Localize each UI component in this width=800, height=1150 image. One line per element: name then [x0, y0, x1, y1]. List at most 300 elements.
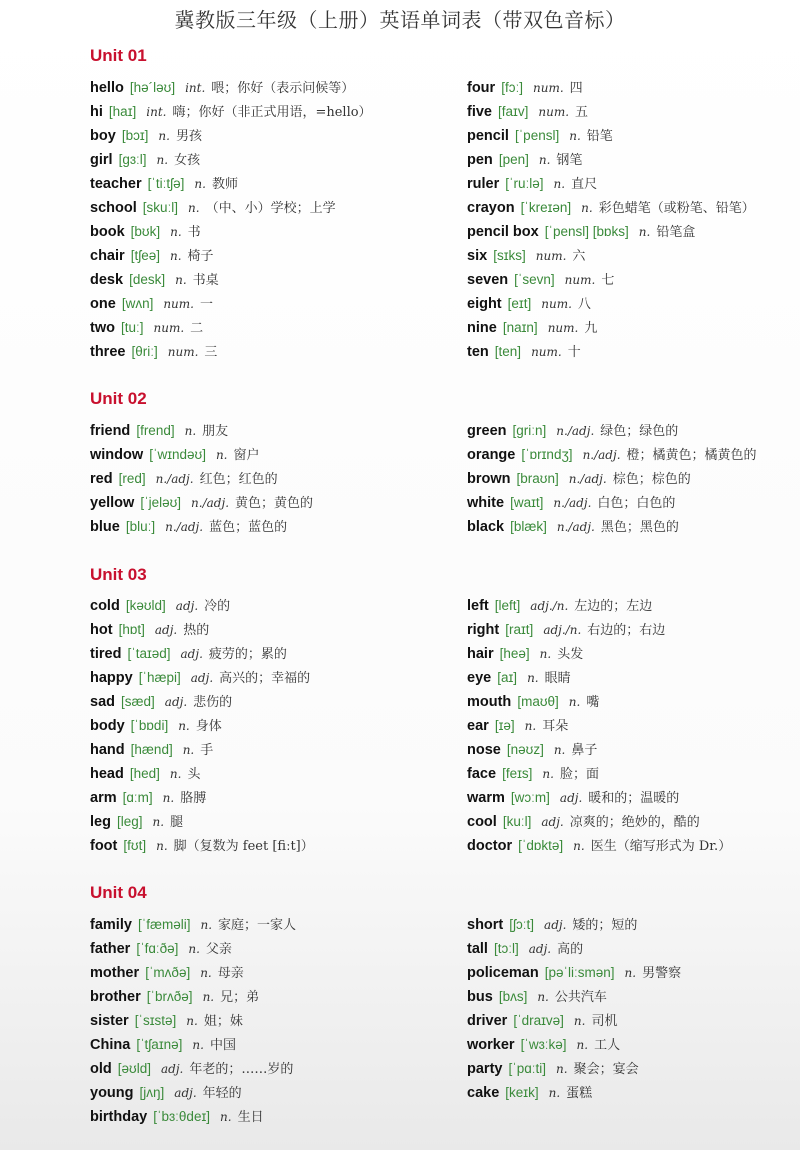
phonetic: [ˈsɪstə]: [134, 1013, 177, 1028]
phonetic: [waɪt]: [510, 495, 544, 510]
part-of-speech: n.: [524, 719, 537, 733]
vocab-word: black: [467, 519, 505, 535]
part-of-speech: n.: [188, 201, 200, 215]
phonetic: [ˈpensl]: [514, 128, 560, 143]
vocab-entry: [467, 618, 731, 642]
phonetic: [ˈwɪndəʊ]: [149, 447, 206, 462]
meaning: 女孩: [174, 153, 201, 168]
vocab-word: seven: [467, 272, 509, 288]
phonetic: [tʃeə]: [130, 248, 160, 263]
meaning: 铅笔: [586, 129, 613, 144]
meaning: 左边的；左边: [574, 599, 653, 614]
part-of-speech: n./adj.: [568, 472, 607, 486]
part-of-speech: int.: [185, 81, 206, 95]
meaning: 家庭；一家人: [218, 918, 297, 933]
meaning: 凉爽的；绝妙的，酷的: [569, 815, 700, 830]
meaning: 钢笔: [556, 153, 583, 168]
meaning: 矮的；短的: [572, 918, 638, 933]
vocab-entry: [467, 666, 731, 690]
meaning: 生日: [237, 1110, 264, 1125]
phonetic: [ˈruːlə]: [505, 176, 544, 191]
unit-heading: Unit 03: [90, 565, 147, 584]
part-of-speech: n.: [556, 1062, 568, 1076]
vocab-word: three: [90, 344, 126, 360]
part-of-speech: n.: [548, 1086, 561, 1100]
part-of-speech: n.: [638, 225, 651, 239]
meaning: 蛋糕: [566, 1086, 593, 1101]
phonetic: [aɪ]: [497, 670, 518, 685]
meaning: 暖和的；温暖的: [588, 791, 680, 806]
word-list-left: [90, 594, 314, 858]
meaning: 头发: [557, 647, 584, 662]
meaning: 四: [569, 81, 583, 96]
vocab-word: ear: [467, 718, 489, 734]
vocab-entry: [467, 1057, 681, 1081]
meaning: 工人: [594, 1038, 621, 1053]
part-of-speech: num.: [547, 321, 579, 335]
phonetic: [ˈtiːtʃə]: [147, 176, 185, 191]
part-of-speech: num.: [163, 297, 194, 311]
vocab-word: ten: [467, 344, 489, 360]
part-of-speech: adj.: [174, 1086, 197, 1100]
vocab-entry: [467, 220, 755, 244]
part-of-speech: n.: [156, 839, 168, 853]
part-of-speech: n.: [215, 448, 228, 462]
meaning: 眼睛: [544, 671, 571, 686]
vocab-entry: [467, 834, 731, 858]
meaning: 嘴: [586, 695, 600, 710]
phonetic: [bluː]: [125, 519, 156, 534]
vocab-entry: [467, 340, 755, 364]
vocab-entry: [90, 1033, 296, 1057]
phonetic: [əʊld]: [117, 1061, 151, 1076]
meaning: 黄色；黄色的: [235, 496, 314, 511]
unit-heading: Unit 02: [90, 389, 147, 408]
vocab-entry: [467, 244, 755, 268]
part-of-speech: n./adj.: [191, 496, 230, 510]
phonetic: [blæk]: [510, 519, 547, 534]
phonetic: [fʊt]: [123, 838, 147, 853]
vocab-entry: [467, 316, 755, 340]
vocab-entry: [90, 491, 313, 515]
phonetic: [ˈwɜːkə]: [520, 1037, 567, 1052]
phonetic: [pəˈliːsmən]: [544, 965, 615, 980]
meaning: 司机: [591, 1014, 618, 1029]
meaning: 男孩: [175, 129, 202, 144]
phonetic: [ɪə]: [494, 718, 515, 733]
vocab-entry: [467, 1009, 681, 1033]
vocab-entry: [467, 268, 755, 292]
vocab-entry: [90, 1105, 296, 1129]
vocab-word: white: [467, 495, 505, 511]
part-of-speech: n.: [152, 815, 165, 829]
vocab-entry: [467, 76, 755, 100]
vocab-word: eight: [467, 296, 502, 312]
vocab-word: cold: [90, 598, 120, 614]
vocab-entry: [90, 642, 314, 666]
vocab-entry: [467, 172, 755, 196]
vocab-word: hot: [90, 622, 113, 638]
vocab-entry: [467, 292, 755, 316]
part-of-speech: n./adj.: [556, 520, 595, 534]
meaning: 高的: [557, 942, 584, 957]
part-of-speech: num.: [535, 249, 567, 263]
phonetic: [ˈtʃaɪnə]: [136, 1037, 183, 1052]
part-of-speech: n.: [542, 767, 554, 781]
phonetic: [left]: [494, 598, 521, 613]
vocab-word: foot: [90, 838, 118, 854]
vocab-entry: [467, 786, 731, 810]
vocab-entry: [90, 76, 372, 100]
phonetic: [ˈsevn]: [514, 272, 555, 287]
part-of-speech: n.: [162, 791, 175, 805]
meaning: 书: [187, 225, 201, 240]
phonetic: [ˈmʌðə]: [145, 965, 191, 980]
phonetic: [raɪt]: [505, 622, 534, 637]
meaning: 直尺: [571, 177, 598, 192]
vocab-entry: [90, 467, 313, 491]
meaning: 绿色；绿色的: [600, 424, 679, 439]
part-of-speech: adj.: [164, 695, 188, 709]
vocab-word: short: [467, 917, 504, 933]
vocab-word: family: [90, 917, 132, 933]
vocab-word: pen: [467, 152, 493, 168]
vocab-entry: [90, 1081, 296, 1105]
meaning: 朋友: [202, 424, 229, 439]
part-of-speech: n.: [569, 129, 581, 143]
meaning: 疲劳的；累的: [208, 647, 287, 662]
vocab-word: friend: [90, 423, 131, 439]
vocab-word: brown: [467, 471, 511, 487]
part-of-speech: n.: [573, 839, 585, 853]
vocab-word: mother: [90, 965, 140, 981]
part-of-speech: n.: [220, 1110, 232, 1124]
phonetic: [ˈdɒktə]: [518, 838, 564, 853]
phonetic: [ˈfæməli]: [137, 917, 191, 932]
vocab-word: school: [90, 200, 137, 216]
vocab-entry: [90, 196, 372, 220]
vocab-word: hair: [467, 646, 494, 662]
unit-heading: Unit 04: [90, 883, 147, 902]
phonetic: [red]: [118, 471, 146, 486]
part-of-speech: n.: [175, 273, 187, 287]
phonetic: [keɪk]: [505, 1085, 539, 1100]
vocab-entry: [467, 196, 755, 220]
vocab-word: sad: [90, 694, 115, 710]
vocab-entry: [90, 714, 314, 738]
phonetic: [kuːl]: [502, 814, 532, 829]
meaning: 蓝色；蓝色的: [209, 520, 288, 535]
meaning: 白色；白色的: [597, 496, 676, 511]
vocab-entry: [90, 419, 313, 443]
meaning: 身体: [195, 719, 222, 734]
vocab-word: policeman: [467, 965, 539, 981]
vocab-word: right: [467, 622, 500, 638]
phonetic: [gɜːl]: [118, 152, 147, 167]
vocab-word: mouth: [467, 694, 512, 710]
vocab-entry: [90, 913, 296, 937]
vocab-word: happy: [90, 670, 133, 686]
part-of-speech: n.: [553, 743, 566, 757]
phonetic: [eɪt]: [507, 296, 532, 311]
phonetic: [jʌŋ]: [139, 1085, 165, 1100]
vocab-word: young: [90, 1085, 134, 1101]
vocab-word: window: [90, 447, 144, 463]
part-of-speech: n.: [573, 1014, 586, 1028]
phonetic: [θriː]: [131, 344, 158, 359]
vocab-word: four: [467, 80, 496, 96]
part-of-speech: n.: [182, 743, 195, 757]
vocab-entry: [467, 467, 757, 491]
vocab-word: ruler: [467, 176, 500, 192]
part-of-speech: n.: [527, 671, 539, 685]
phonetic: [faɪv]: [498, 104, 529, 119]
vocab-word: pencil: [467, 128, 509, 144]
vocab-entry: [90, 937, 296, 961]
vocab-entry: [467, 1033, 681, 1057]
vocab-entry: [467, 738, 731, 762]
vocab-word: five: [467, 104, 492, 120]
phonetic: [ˈɒrɪndʒ]: [521, 447, 573, 462]
meaning: 右边的；右边: [587, 623, 666, 638]
meaning: 母亲: [217, 966, 244, 981]
vocab-word: pencil box: [467, 224, 539, 240]
vocab-word: nine: [467, 320, 497, 336]
meaning: 年老的；……岁的: [189, 1062, 294, 1077]
vocab-word: tall: [467, 941, 488, 957]
meaning: 冷的: [204, 599, 231, 614]
phonetic: [naɪn]: [502, 320, 538, 335]
part-of-speech: adj.: [190, 671, 214, 685]
meaning: 脸；面: [559, 767, 599, 782]
vocab-entry: [90, 340, 372, 364]
meaning: 五: [575, 105, 589, 120]
word-list-left: [90, 419, 313, 539]
vocab-entry: [467, 1081, 681, 1105]
phonetic: [tuː]: [121, 320, 144, 335]
part-of-speech: n.: [624, 966, 637, 980]
part-of-speech: n.: [158, 129, 170, 143]
part-of-speech: num.: [531, 345, 562, 359]
phonetic: [nəʊz]: [506, 742, 544, 757]
phonetic: [ˈbɒdi]: [130, 718, 169, 733]
meaning: 嗨；你好（非正式用语，=hello）: [172, 105, 372, 120]
word-list-right: [467, 913, 681, 1105]
vocab-entry: [467, 714, 731, 738]
vocab-entry: [90, 810, 314, 834]
meaning: 十: [567, 345, 581, 360]
vocab-word: yellow: [90, 495, 135, 511]
vocab-word: driver: [467, 1013, 508, 1029]
vocab-word: book: [90, 224, 125, 240]
part-of-speech: n.: [156, 153, 169, 167]
phonetic: [hed]: [129, 766, 160, 781]
meaning: （中、小）学校；上学: [205, 201, 336, 216]
vocab-entry: [467, 961, 681, 985]
vocab-entry: [467, 642, 731, 666]
vocab-entry: [467, 443, 757, 467]
vocab-word: six: [467, 248, 488, 264]
meaning: 年轻的: [202, 1086, 242, 1101]
phonetic: [maʊθ]: [517, 694, 559, 709]
meaning: 红色；红色的: [199, 472, 278, 487]
vocab-word: chair: [90, 248, 125, 264]
vocab-word: brother: [90, 989, 141, 1005]
meaning: 男警察: [642, 966, 682, 981]
part-of-speech: n.: [178, 719, 190, 733]
part-of-speech: num.: [153, 321, 185, 335]
part-of-speech: n.: [186, 1014, 198, 1028]
vocab-entry: [90, 172, 372, 196]
phonetic: [ˈtaɪəd]: [127, 646, 171, 661]
page-title: 冀教版三年级（上册）英语单词表（带双色音标）: [174, 8, 626, 32]
vocab-entry: [90, 666, 314, 690]
vocab-entry: [467, 810, 731, 834]
part-of-speech: n./adj.: [155, 472, 194, 486]
vocab-entry: [90, 594, 314, 618]
vocab-word: cake: [467, 1085, 500, 1101]
phonetic: [fɔː]: [501, 80, 523, 95]
part-of-speech: adj.: [544, 918, 567, 932]
vocab-entry: [90, 443, 313, 467]
meaning: 鼻子: [571, 743, 598, 758]
phonetic: [ˈdraɪvə]: [513, 1013, 564, 1028]
vocab-word: left: [467, 598, 489, 614]
vocab-word: green: [467, 423, 507, 439]
unit-heading: Unit 01: [90, 46, 147, 65]
vocab-word: party: [467, 1061, 503, 1077]
part-of-speech: num.: [167, 345, 199, 359]
part-of-speech: n./adj.: [582, 448, 621, 462]
vocab-entry: [90, 100, 372, 124]
phonetic: [sæd]: [121, 694, 155, 709]
meaning: 椅子: [187, 249, 214, 264]
vocab-word: head: [90, 766, 124, 782]
phonetic: [pen]: [498, 152, 529, 167]
part-of-speech: int.: [146, 105, 167, 119]
vocab-entry: [90, 292, 372, 316]
vocab-entry: [90, 1009, 296, 1033]
vocab-entry: [467, 913, 681, 937]
part-of-speech: n.: [188, 942, 200, 956]
vocab-word: face: [467, 766, 497, 782]
meaning: 姐；妹: [203, 1014, 243, 1029]
part-of-speech: num.: [532, 81, 564, 95]
vocab-entry: [467, 419, 757, 443]
part-of-speech: n.: [169, 249, 182, 263]
vocab-entry: [467, 124, 755, 148]
part-of-speech: adj.: [175, 599, 199, 613]
meaning: 喂；你好（表示问候等）: [211, 81, 355, 96]
vocab-entry: [467, 100, 755, 124]
vocab-word: boy: [90, 128, 116, 144]
phonetic: [ˈpensl] [bɒks]: [544, 224, 629, 239]
meaning: 六: [572, 249, 586, 264]
vocab-word: old: [90, 1061, 112, 1077]
meaning: 胳膊: [180, 791, 207, 806]
part-of-speech: n.: [200, 966, 212, 980]
vocab-word: worker: [467, 1037, 515, 1053]
vocab-word: hi: [90, 104, 103, 120]
phonetic: [ˈbrʌðə]: [146, 989, 193, 1004]
part-of-speech: n.: [202, 990, 215, 1004]
vocab-word: sister: [90, 1013, 129, 1029]
part-of-speech: adj./n.: [530, 599, 569, 613]
vocab-entry: [467, 690, 731, 714]
phonetic: [wʌn]: [121, 296, 154, 311]
meaning: 黑色；黑色的: [600, 520, 679, 535]
phonetic: [hænd]: [130, 742, 173, 757]
vocab-entry: [90, 961, 296, 985]
vocab-entry: [90, 762, 314, 786]
vocab-entry: [467, 937, 681, 961]
meaning: 三: [204, 345, 218, 360]
vocab-word: blue: [90, 519, 120, 535]
part-of-speech: n.: [538, 153, 551, 167]
vocab-word: girl: [90, 152, 113, 168]
vocab-word: eye: [467, 670, 492, 686]
phonetic: [ʃɔːt]: [509, 917, 535, 932]
meaning: 耳朵: [542, 719, 569, 734]
part-of-speech: n.: [194, 177, 206, 191]
part-of-speech: adj./n.: [543, 623, 582, 637]
phonetic: [hə´ləʊ]: [129, 80, 176, 95]
vocab-word: cool: [467, 814, 497, 830]
vocab-entry: [90, 834, 314, 858]
phonetic: [skuːl]: [142, 200, 179, 215]
meaning: 书桌: [192, 273, 219, 288]
vocab-entry: [90, 738, 314, 762]
part-of-speech: adj.: [154, 623, 178, 637]
part-of-speech: num.: [538, 105, 570, 119]
part-of-speech: n.: [576, 1038, 589, 1052]
vocab-word: desk: [90, 272, 124, 288]
vocab-entry: [467, 515, 757, 539]
vocab-entry: [90, 316, 372, 340]
phonetic: [wɔːm]: [510, 790, 550, 805]
vocab-word: tired: [90, 646, 122, 662]
phonetic: [bʌs]: [498, 989, 528, 1004]
phonetic: [hɒt]: [118, 622, 145, 637]
vocab-word: orange: [467, 447, 516, 463]
vocab-word: doctor: [467, 838, 513, 854]
phonetic: [bɔɪ]: [121, 128, 149, 143]
word-list-right: [467, 76, 755, 364]
phonetic: [feɪs]: [502, 766, 533, 781]
part-of-speech: adj.: [160, 1062, 184, 1076]
phonetic: [ˈhæpi]: [138, 670, 181, 685]
vocab-entry: [467, 148, 755, 172]
meaning: 中国: [209, 1038, 236, 1053]
vocab-word: hello: [90, 80, 124, 96]
vocab-entry: [90, 268, 372, 292]
meaning: 一: [199, 297, 213, 312]
part-of-speech: adj.: [541, 815, 564, 829]
vocab-word: China: [90, 1037, 131, 1053]
part-of-speech: n./adj.: [553, 496, 592, 510]
phonetic: [ten]: [494, 344, 522, 359]
part-of-speech: n./adj.: [165, 520, 204, 534]
vocab-entry: [467, 985, 681, 1009]
phonetic: [leg]: [116, 814, 143, 829]
phonetic: [haɪ]: [108, 104, 137, 119]
meaning: 公共汽车: [554, 990, 607, 1005]
meaning: 兄；弟: [220, 990, 260, 1005]
meaning: 父亲: [205, 942, 232, 957]
meaning: 腿: [170, 815, 184, 830]
meaning: 教师: [211, 177, 238, 192]
word-list-right: [467, 419, 757, 539]
